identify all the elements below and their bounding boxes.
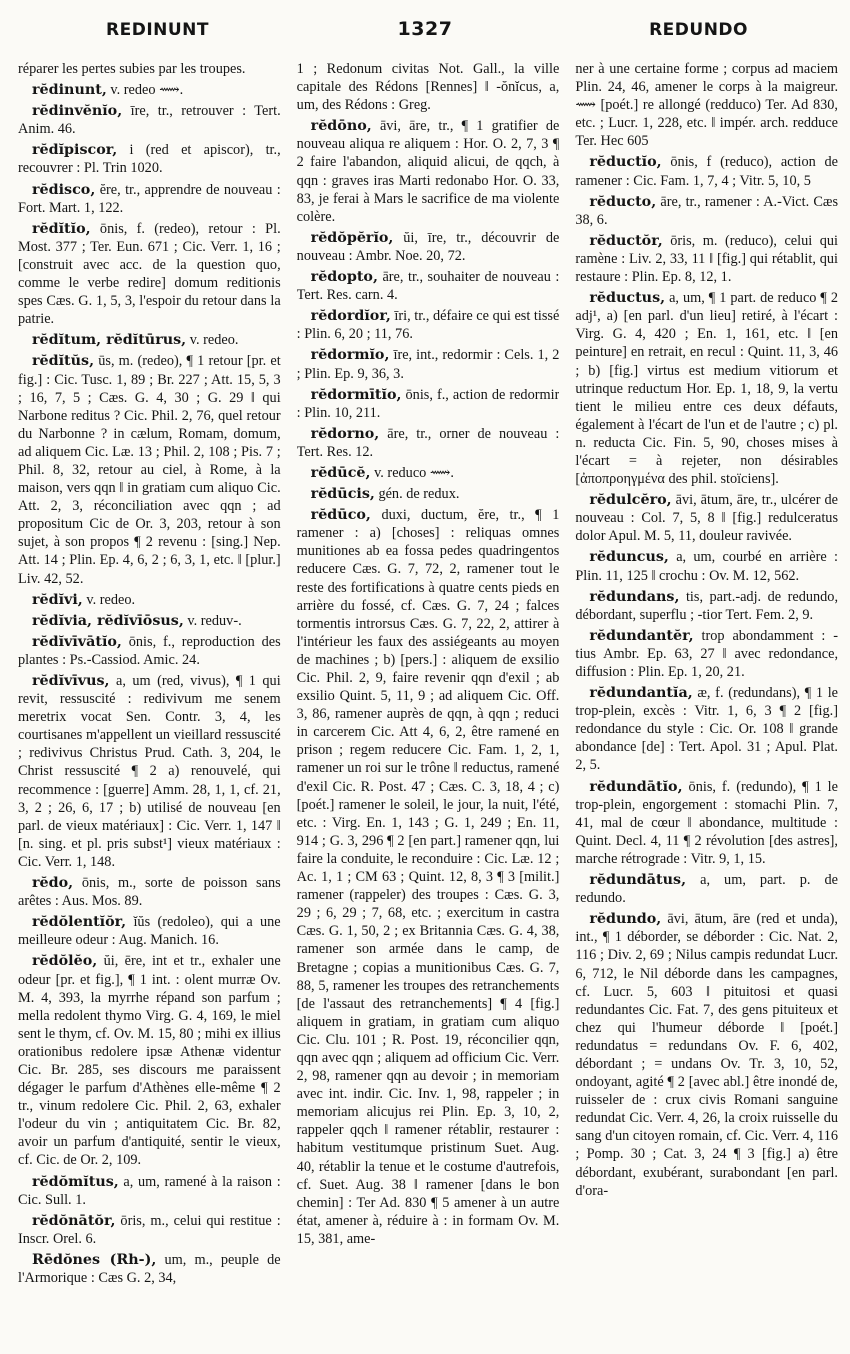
entry-definition: īre, tr., retrouver : Tert. Anim. 46. (18, 103, 281, 138)
dictionary-entry (575, 491, 838, 545)
entry-definition: āre, tr., ramener : A.-Vict. Cæs 38, 6. (575, 193, 839, 228)
dictionary-entry (575, 684, 838, 774)
entry-definition: réparer les pertes subies par les troupes. (18, 61, 246, 77)
running-head-right: REDUNDO (649, 20, 748, 40)
dictionary-entry (297, 307, 560, 343)
entry-lemma: rĕdŏpĕrĭo, (310, 229, 394, 246)
dictionary-entry (18, 633, 281, 669)
dictionary-entry (18, 1173, 281, 1209)
entry-lemma: rĕdinunt, (32, 82, 107, 99)
entry-lemma: rĕdūcis, (310, 486, 375, 503)
dictionary-entry (18, 102, 281, 138)
entry-definition: āvi, ātum, āre, tr., ulcérer de nouveau : Col. 7, 5, 8 ‖ [fig.] redulceratus dolor Apul. M. 5, 11, douleur ravivée. (575, 492, 839, 545)
dictionary-entry (18, 352, 281, 587)
entry-definition: īre, int., redormir : Cels. 1, 2 ; Plin. Ep. 9, 36, 3. (296, 347, 560, 382)
entry-lemma: rĕdĭvīvus, (32, 673, 110, 689)
entry-lemma: rĕductĭo, (589, 154, 662, 171)
dictionary-entry (575, 153, 838, 189)
dictionary-entry (575, 627, 838, 681)
entry-definition: a, um, part. p. de redundo. (575, 872, 839, 907)
dictionary-entry (575, 193, 838, 229)
dictionary-entry (18, 331, 281, 349)
dictionary-entry (18, 81, 281, 99)
dictionary-entry (18, 220, 281, 329)
entry-definition: trop abondamment : -tius Ambr. Ep. 63, 27 ‖ avec redondance, diffusion : Plin. Ep. 1, 20, 21. (575, 627, 839, 680)
dictionary-entry (18, 952, 281, 1169)
entry-lemma: rĕdūcĕ, (310, 464, 371, 481)
entry-definition: a, um, courbé en arrière : Plin. 11, 125 ‖ crochu : Ov. M. 12, 562. (575, 549, 839, 584)
entry-definition: āre, tr., souhaiter de nouveau : Tert. Res. carn. 4. (296, 269, 560, 304)
dictionary-entry (18, 591, 281, 609)
entry-definition: āre, tr., orner de nouveau : Tert. Res. 12. (296, 425, 560, 460)
entry-continuation (18, 60, 281, 78)
entry-definition: um, m., peuple de l'Armorique : Cæs G. 2, 34, (18, 1251, 281, 1286)
entry-lemma: rĕductŏr, (589, 232, 663, 249)
entry-definition: ōnis, m., sorte de poisson sans arêtes : Aus. Mos. 89. (18, 875, 281, 910)
entry-lemma: rĕdūco, (310, 507, 371, 524)
entry-definition: ner à une certaine forme ; corpus ad maciem Plin. 24, 46, amener le corps à la maigreur. ⟿ [poét.] re allongé (redduco) Ter. Ad 830, etc. ; Lucr. 1, 228, etc. ‖ impér. arch. redduce Ter. Hec 605 (575, 61, 839, 150)
entry-definition: gén. de redux. (378, 486, 460, 503)
dictionary-entry (575, 588, 838, 624)
entry-definition: ĕre, tr., apprendre de nouveau : Fort. Mart. 1, 122. (18, 181, 281, 216)
dictionary-entry (18, 874, 281, 910)
entry-lemma: rĕdopto, (310, 269, 378, 286)
entry-lemma: rĕdĭtum, rĕdĭtūrus, (32, 332, 187, 349)
entry-definition: æ, f. (redundans), ¶ 1 le trop-plein, excès : Vitr. 1, 6, 3 ¶ 2 [fig.] redondance du style : Cic. Or. 108 ‖ grande abondance [de] : Tert. Apol. 31 ; Apul. Plat. 2, 5. (575, 685, 839, 774)
entry-definition: ōris, m. (reduco), celui qui ramène : Liv. 2, 33, 11 ‖ [fig.] qui rétablit, qui restaure : Plin. Ep. 8, 12, 1. (575, 232, 839, 286)
entry-definition: ōnis, f (reduco), action de ramener : Cic. Fam. 1, 7, 4 ; Vitr. 5, 10, 5 (575, 154, 839, 189)
entry-lemma: rĕducto, (589, 193, 657, 210)
entry-lemma: rĕdŏlentĭŏr, (32, 914, 127, 931)
entry-definition: v. redeo. (189, 332, 239, 349)
entry-definition: tis, part.-adj. de redundo, débordant, superflu ; -tior Tert. Fem. 2, 9. (575, 588, 839, 623)
entry-definition: a, um (red, vivus), ¶ 1 qui revit, ressuscité : redivivum me senem meretrix vocat Sen. Contr. 3, 4, les courtisanes m'appellent un vieillard ressuscité ; redivivus Christus Prud. Cath. 3, 204, le Christ ressuscité ¶ 2 a) renouvelé, qui recommence : [guerre] Amm. 28, 1, 1, cf. 21, 3, 2 ; 26, 6, 17 ; b) utilisé de nouveau [en parl. de vieux matériaux] : Cic. Verr. 1, 147 ‖ [n. sing. et pl. pris subst¹] vieux matériaux : Cic. Verr. 1, 148. (18, 673, 281, 870)
entry-definition: ōnis, f., action de redormir : Plin. 10, 211. (296, 386, 560, 421)
entry-definition: v. reduco ⟿. (374, 464, 454, 481)
page-header (0, 14, 850, 48)
entry-lemma: rĕdundo, (589, 911, 662, 928)
dictionary-entry (297, 346, 560, 382)
entry-lemma: rĕdorno, (310, 425, 380, 442)
entry-lemma: rĕdundantĭa, (589, 685, 693, 702)
dictionary-columns (18, 60, 838, 1346)
entry-lemma: rĕduncus, (589, 549, 669, 566)
entry-lemma: rĕdulcĕro, (589, 492, 672, 509)
entry-definition: v. reduv-. (187, 612, 242, 629)
dictionary-entry (18, 141, 281, 177)
entry-definition: a, um, ramené à la raison : Cic. Sull. 1. (18, 1173, 281, 1208)
entry-lemma: rĕdŏmĭtus, (32, 1173, 119, 1190)
entry-lemma: rĕdĭpiscor, (32, 142, 118, 159)
dictionary-entry (575, 548, 838, 584)
entry-lemma: rĕdŏnātŏr, (32, 1212, 116, 1229)
entry-lemma: rĕdordĭor, (310, 308, 391, 325)
entry-definition: ōnis, f., reproduction des plantes : Ps.-Cassiod. Amic. 24. (18, 633, 281, 668)
entry-lemma: rĕdĭvia, rĕdĭvīōsus, (32, 612, 184, 629)
dictionary-entry (297, 506, 560, 1248)
entry-definition: īri, tr., défaire ce qui est tissé : Plin. 6, 20 ; 11, 76. (296, 308, 560, 343)
dictionary-entry (297, 229, 560, 265)
dictionary-entry (297, 268, 560, 304)
dictionary-entry (297, 425, 560, 461)
dictionary-entry (297, 485, 560, 503)
running-head-left: REDINUNT (106, 20, 209, 40)
dictionary-entry (18, 913, 281, 949)
entry-lemma: rĕdōno, (310, 118, 372, 135)
entry-definition: āvi, ātum, āre (red et unda), int., ¶ 1 déborder, se déborder : Cic. Nat. 2, 116 ; Div. 2, 69 ; Nilus campis redundat Lucr. 6, 712, le Nil déborde dans les campagnes, cf. Lucr. 5, 603 ‖ pituitosi et quasi redundantes Cic. Fat. 7, des gens pituiteux et chez qui l'humeur déborde ‖ [poét.] redundatus = redundans Ov. F. 6, 402, débordant ; = undans Ov. Tr. 3, 10, 52, ondoyant, agité ¶ 2 [avec abl.] être inondé de, ruisseler de : crux civis Romani sanguine redundat Cic. Verr. 4, 26, la croix ruisselle du sang d'un citoyen romain, cf. Cic. Verr. 4, 116 ; Pomp. 30 ; Cat. 3, 24 ¶ 3 [fig.] a) être débordant, exubérant, surabondant [en parl. d'ora- (575, 911, 839, 1199)
entry-definition: ŭi, īre, tr., découvrir de nouveau : Ambr. Noe. 20, 72. (296, 229, 560, 264)
column-middle (297, 60, 560, 1346)
entry-lemma: rĕdĭvīvātĭo, (32, 633, 122, 650)
dictionary-entry (18, 181, 281, 217)
dictionary-entry (575, 232, 838, 286)
column-left (18, 60, 281, 1346)
entry-definition: duxi, ductum, ĕre, tr., ¶ 1 ramener : a) [choses] : reliquas omnes munitiones ab ea fossa pedes quadringentos reducere Cæs. G. 7, 72, 2, ramener tout le reste des fortifications à quatre cents pieds en arrière du fossé, cf. Cæs. G. 7, 24 ; falces tormentis introrsus Cæs. G. 7, 22, 2, attirer à l'intérieur les faux des assiégeants au moyen de machines ; b) [pers.] : aliquem de exsilio Cic. Phil. 2, 9, faire revenir qqn d'exil ; ab exsilio Quint. 5, 11, 9 ; ad aliquem Cic. Off. 3, 86, ramener auprès de qqn, à qqn ; reduci in carcerem Cic. Att 4, 6, 2, être ramené en prison ; regem reducere Cic. Fam. 1, 2, 1, ramener un roi sur le trône ‖ reductus, ramené d'exil Cic. R. Post. 47 ; Cæs. C. 3, 18, 4 ; c) [poét.] ramener le soleil, le jour, la nuit, l'été, etc. : Virg. En. 1, 143 ; G. 1, 249 ; En. 11, 914 ; G. 3, 296 ¶ 2 [en part.] ramener qqn, lui faire la conduite, le reconduire : Cic. Læ. 12 ; Ac. 1, 1 ; CM 63 ; Quint. 12, 8, 3 ¶ 3 [milit.] ramener (rappeler) des troupes : Cæs. G. 3, 29 ; 6, 29 ; 7, 68, etc. ; exercitum in castra Cæs. G. 1, 50, 2 ; ex Britannia Cæs. G. 4, 38, ramener son armée dans le camp, de Bretagne ; copias a munitionibus Cæs. G. 7, 88, 5, ramener les troupes des retranchements [de l'assaut des retranchements] ¶ 4 [fig.] aliquem in gratiam, in gratiam cum aliquo Cic. Clu. 101 ; R. Post. 19, réconcilier qqn, qqn avec qqn ; aliquem ad officium Cic. Verr. 2, 98, ramener qqn au devoir ; in memoriam avec int. indir. Cic. Inv. 1, 98, rappeler ; in memoriam alicujus rei Plin. Ep. 3, 10, 2, rappeler qqch ‖ ramener rétablir, restaurer : habitum vestitumque pristinum Suet. Aug. 40, rétablir la tenue et le costume d'autrefois, cf. Suet. Aug. 38 ‖ ramener [dans le bon chemin] : Ter Ad. 830 ¶ 5 amener à un autre état, amener à, réduire à : in formam Ov. M. 15, 381, ame- (296, 507, 560, 1247)
entry-continuation (297, 60, 560, 114)
entry-definition: āvi, āre, tr., ¶ 1 gratifier de nouveau aliqua re aliquem : Hor. O. 2, 7, 3 ¶ 2 faire l'abandon, aliquid alicui, de qqch, à qqn : graves iras Marti redonabo Hor. O. 33, 83, je ferai à Mars le sacrifice de ma violente colère. (296, 118, 560, 225)
dictionary-entry (575, 289, 838, 488)
entry-lemma: rĕdormītĭo, (310, 386, 402, 403)
page-number: 1327 (397, 18, 453, 40)
entry-definition: ōris, m., celui qui restitue : Inscr. Orel. 6. (18, 1212, 281, 1247)
entry-lemma: rĕdinvĕnĭo, (32, 103, 123, 120)
dictionary-entry (297, 386, 560, 422)
dictionary-entry (575, 778, 838, 868)
dictionary-entry (297, 117, 560, 226)
entry-lemma: rĕductus, (589, 290, 666, 307)
dictionary-entry (18, 1212, 281, 1248)
entry-lemma: rĕdisco, (32, 181, 96, 198)
column-right (575, 60, 838, 1346)
dictionary-entry (18, 1251, 281, 1287)
entry-lemma: rĕdo, (32, 875, 74, 892)
entry-lemma: Rēdŏnes (Rh-), (32, 1251, 157, 1268)
dictionary-entry (18, 612, 281, 630)
entry-lemma: rĕdŏlĕo, (32, 953, 98, 970)
entry-lemma: rĕdĭvi, (32, 591, 83, 608)
entry-lemma: rĕdĭtŭs, (32, 353, 95, 370)
entry-lemma: rĕdundātus, (589, 872, 687, 889)
entry-definition: 1 ; Redonum civitas Not. Gall., la ville capitale des Rédons [Rennes] ‖ -ŏnĭcus, a, um, des Rédons : Greg. (296, 61, 560, 114)
entry-definition: ūs, m. (redeo), ¶ 1 retour [pr. et fig.] : Cic. Tusc. 1, 89 ; Br. 227 ; Att. 15, 5, 3 ; 16, 7, 5 ; Cæs. G. 4, 30 ; G. 29 ‖ qui Narbone reditus ? Cic. Phil. 2, 76, quel retour du Narbonne ? in cælum, Romam, domum, ad aliquem Cic. Læ. 13 ; Phil. 2, 108 ; Pis. 7 ; Phil. 8, 32, retour au ciel, à Rome, à la maison, vers qqn ‖ in gratiam cum aliquo Cic. Att. 2, 3, réconciliation avec qqn ; ad propositum Cic de Or. 3, 203, retour à son sujet, à son propos ¶ 2 revenu : [sing.] Nep. Att. 14 ; Plin. Ep. 4, 6, 2 ; 6, 3, 1, etc. ‖ [plur.] Liv. 42, 52. (18, 353, 281, 587)
entry-definition: a, um, ¶ 1 part. de reduco ¶ 2 adj¹, a) [en parl. d'un lieu] retiré, à l'écart : Virg. G. 4, 420 ; En. 1, 161, etc. ‖ [en peinture] en retrait, en recul : Quint. 11, 3, 46 ; b) [fig.] virtus est medium vitiorum et utrinque reductum Hor. Ep. 1, 18, 9, la vertu tient le milieu entre ces deux défauts, également à l'écart de l'un et de l'autre ; c) pl. n. reducta Cic. Fin. 5, 90, choses mises à l'écart = à rejeter, non désirables [ἀποπροηγμένα des phil. stoïciens]. (575, 290, 839, 488)
entry-definition: ŭi, ēre, int et tr., exhaler une odeur [pr. et fig.], ¶ 1 int. : olent murræ Ov. M. 4, 393, la myrrhe répand son parfum ; mella redolent thymo Virg. G. 4, 169, le miel sent le thym, cf. Ov. M. 15, 80 ; mihi ex illius orationibus redolere ipsæ Athenæ videntur Cic. Br. 285, ses discours me paraissent dégager le parfum d'Athènes elle-même ¶ 2 tr., vinum redolere Cic. Phil. 2, 63, exhaler l'odeur du vin ; antiquitatem Cic. Br. 82, avoir un parfum d'antiquité, sentir le vieux, cf. Cic. de Or. 2, 109. (18, 953, 281, 1169)
entry-definition: ōnis, f. (redeo), retour : Pl. Most. 377 ; Ter. Eun. 671 ; Cic. Verr. 1, 16 ; [construit avec acc. de la question quo, comme le verbe redire] domum reditionis spes Cæs. G. 1, 5, 3, l'espoir du retour dans la patrie. (18, 220, 281, 328)
entry-definition: v. redeo. (86, 591, 136, 608)
entry-continuation (575, 60, 838, 150)
entry-lemma: rĕdundantĕr, (589, 627, 694, 644)
entry-definition: ōnis, f. (redundo), ¶ 1 le trop-plein, engorgement : stomachi Plin. 7, 41, mal de cœur ‖ abondance, multitude : Quint. Decl. 4, 11 ¶ 2 révolution [des astres], marche rétrograde : Vitr. 9, 1, 15. (575, 778, 839, 867)
entry-definition: v. redeo ⟿. (110, 82, 184, 99)
dictionary-entry (575, 871, 838, 907)
entry-lemma: rĕdundans, (589, 588, 680, 605)
dictionary-entry (575, 910, 838, 1200)
dictionary-entry (297, 464, 560, 482)
entry-lemma: rĕdormĭo, (310, 347, 390, 364)
entry-lemma: rĕdundātĭo, (589, 778, 683, 795)
entry-definition: i (red et apiscor), tr., recouvrer : Pl. Trin 1020. (18, 142, 281, 177)
dictionary-entry (18, 672, 281, 871)
entry-definition: ĭŭs (redoleo), qui a une meilleure odeur : Aug. Manich. 16. (18, 914, 281, 949)
entry-lemma: rĕdĭtĭo, (32, 220, 91, 237)
